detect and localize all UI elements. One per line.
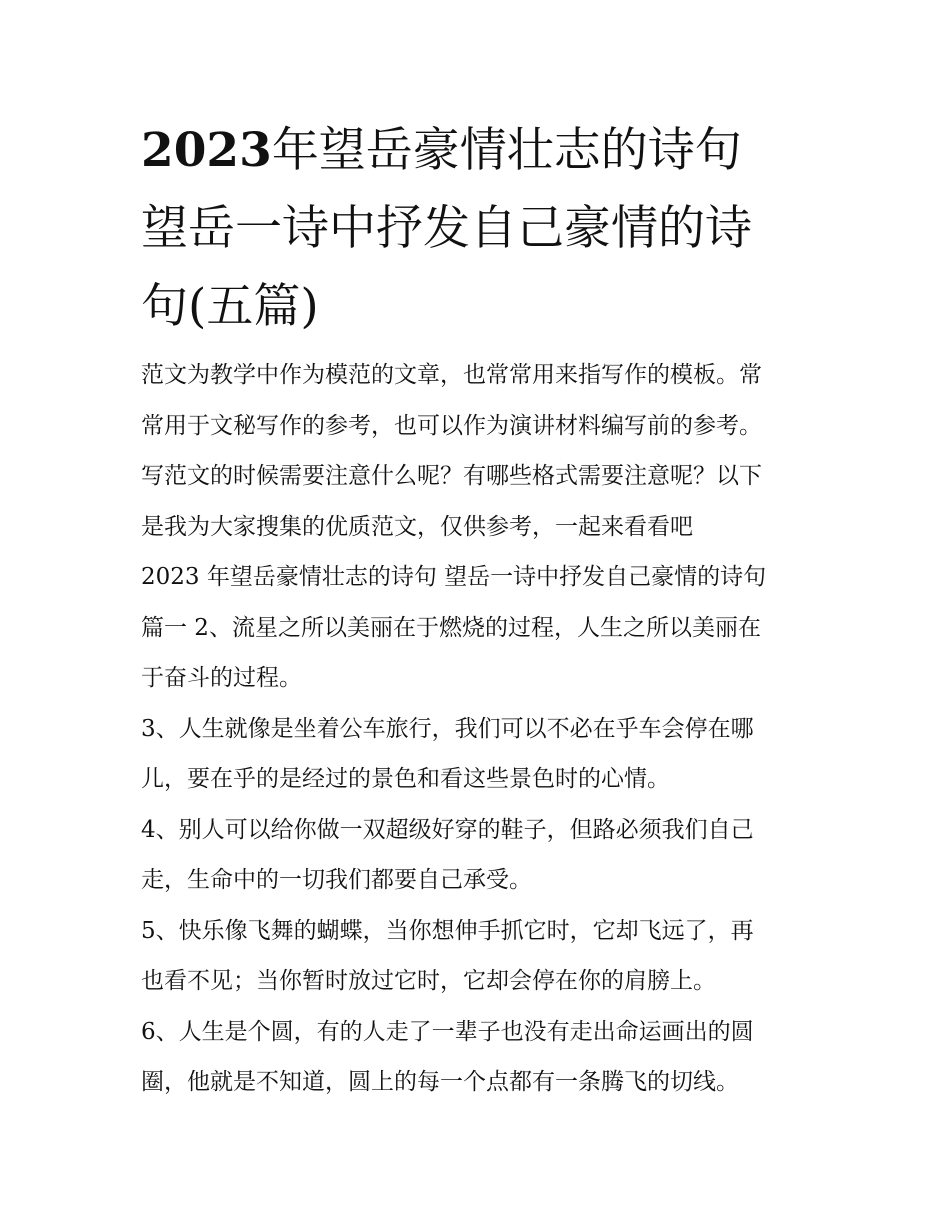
body-line: 圈，他就是不知道，圆上的每一个点都有一条腾飞的切线。 <box>141 1069 739 1095</box>
body-line: 范文为教学中作为模范的文章，也常常用来指写作的模板。常 <box>141 362 762 388</box>
body-line: 篇一 2、流星之所以美丽在于燃烧的过程，人生之所以美丽在 <box>141 614 761 641</box>
document-body <box>141 350 821 1108</box>
body-line: 常用于文秘写作的参考，也可以作为演讲材料编写前的参考。 <box>141 412 762 439</box>
body-line: 2023 年望岳豪情壮志的诗句 望岳一诗中抒发自己豪情的诗句 <box>141 564 767 590</box>
body-line: 4、别人可以给你做一双超级好穿的鞋子，但路必须我们自己 <box>141 816 754 843</box>
body-line: 3、人生就像是坐着公车旅行，我们可以不必在乎车会停在哪 <box>141 715 754 742</box>
title-line-3: 句(五篇) <box>141 279 319 334</box>
body-line: 写范文的时候需要注意什么呢？有哪些格式需要注意呢？以下 <box>141 463 762 489</box>
body-line: 也看不见；当你暂时放过它时，它却会停在你的肩膀上。 <box>141 968 716 994</box>
title-line-1-text: 年望岳豪情壮志的诗句 <box>271 123 742 178</box>
body-line: 6、人生是个圆，有的人走了一辈子也没有走出命运画出的圆 <box>141 1018 754 1045</box>
body-line: 是我为大家搜集的优质范文，仅供参考，一起来看看吧 <box>141 513 693 540</box>
document-title <box>141 112 821 346</box>
document-content <box>141 112 821 1108</box>
title-line-1 <box>141 112 821 190</box>
title-year: 2023 <box>141 123 272 178</box>
body-line: 走，生命中的一切我们都要自己承受。 <box>141 867 532 893</box>
body-line: 于奋斗的过程。 <box>141 665 302 691</box>
body-line: 儿，要在乎的是经过的景色和看这些景色时的心情。 <box>141 766 670 792</box>
body-line: 5、快乐像飞舞的蝴蝶，当你想伸手抓它时，它却飞远了，再 <box>141 917 754 944</box>
title-line-2: 望岳一诗中抒发自己豪情的诗 <box>141 201 752 256</box>
